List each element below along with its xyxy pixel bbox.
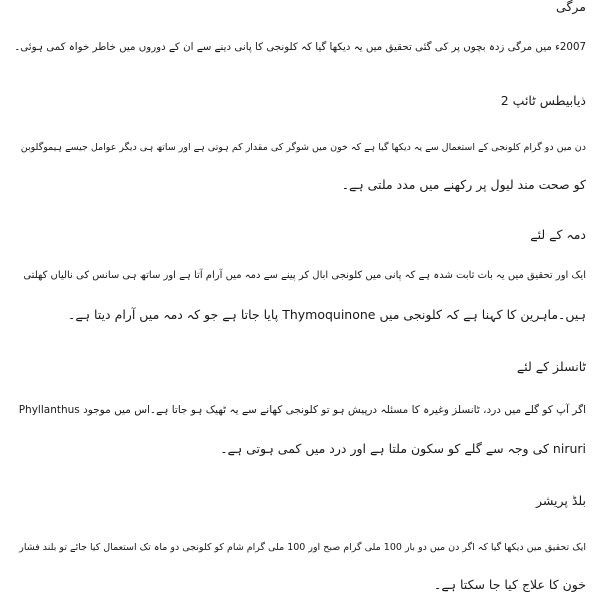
paragraph-line: دن میں دو گرام کلونجی کے استعمال سے یہ دیکھا گیا ہے کہ خون میں شوگر کی مقدار کم ہوتی ہے اور ساتھ ہی دیگر عوامل جیسے ہیموگلوبن [20, 142, 586, 153]
paragraph-line: ہیں۔ماہرین کا کہنا ہے کہ کلونجی میں Thymoquinone پایا جاتا ہے جو کہ دمہ میں آرام دیتا ہے۔ [68, 307, 586, 322]
paragraph-line: کو صحت مند لیول پر رکھنے میں مدد ملتی ہے۔ [341, 177, 586, 192]
section-heading-asthma: دمہ کے لئے [530, 227, 586, 242]
section-heading-tonsils: ٹانسلز کے لئے [516, 359, 586, 374]
section-heading-blood-pressure: بلڈ پریشر [535, 493, 586, 508]
paragraph-line: خون کا علاج کیا جا سکتا ہے۔ [434, 577, 586, 592]
section-heading-diabetes: ذیابیطس ٹائپ 2 [500, 93, 586, 108]
paragraph-line: ایک اور تحقیق میں یہ بات ثابت شدہ ہے کہ پانی میں کلونجی ابال کر پینے سے دمہ میں آرام آتا ہے اور ساتھ ہی سانس کی نالیاں کھلتی [23, 270, 586, 281]
paragraph-line: اگر آپ کو گلے میں درد، ٹانسلز وغیرہ کا مسئلہ درپیش ہو تو کلونجی کھانے سے یہ ٹھیک ہو جاتا ہے۔اس میں موجود Phyllanthus [18, 404, 586, 416]
paragraph-line: niruri کی وجہ سے گلے کو سکون ملتا ہے اور درد میں کمی ہوتی ہے۔ [220, 441, 586, 456]
section-heading-epilepsy: مرگی [556, 0, 586, 14]
paragraph-line: 2007ء میں مرگی زدہ بچوں پر کی گئی تحقیق میں یہ دیکھا گیا کہ کلونجی کا پانی دینے سے ان کے دوروں میں خاطر خواہ کمی ہوئی۔ [14, 41, 586, 53]
paragraph-line: ایک تحقیق میں دیکھا گیا کہ اگر دن میں دو بار 100 ملی گرام صبح اور 100 ملی گرام شام کو کلونجی دو ماہ تک استعمال کیا جائے تو بلند فشار [19, 542, 586, 553]
